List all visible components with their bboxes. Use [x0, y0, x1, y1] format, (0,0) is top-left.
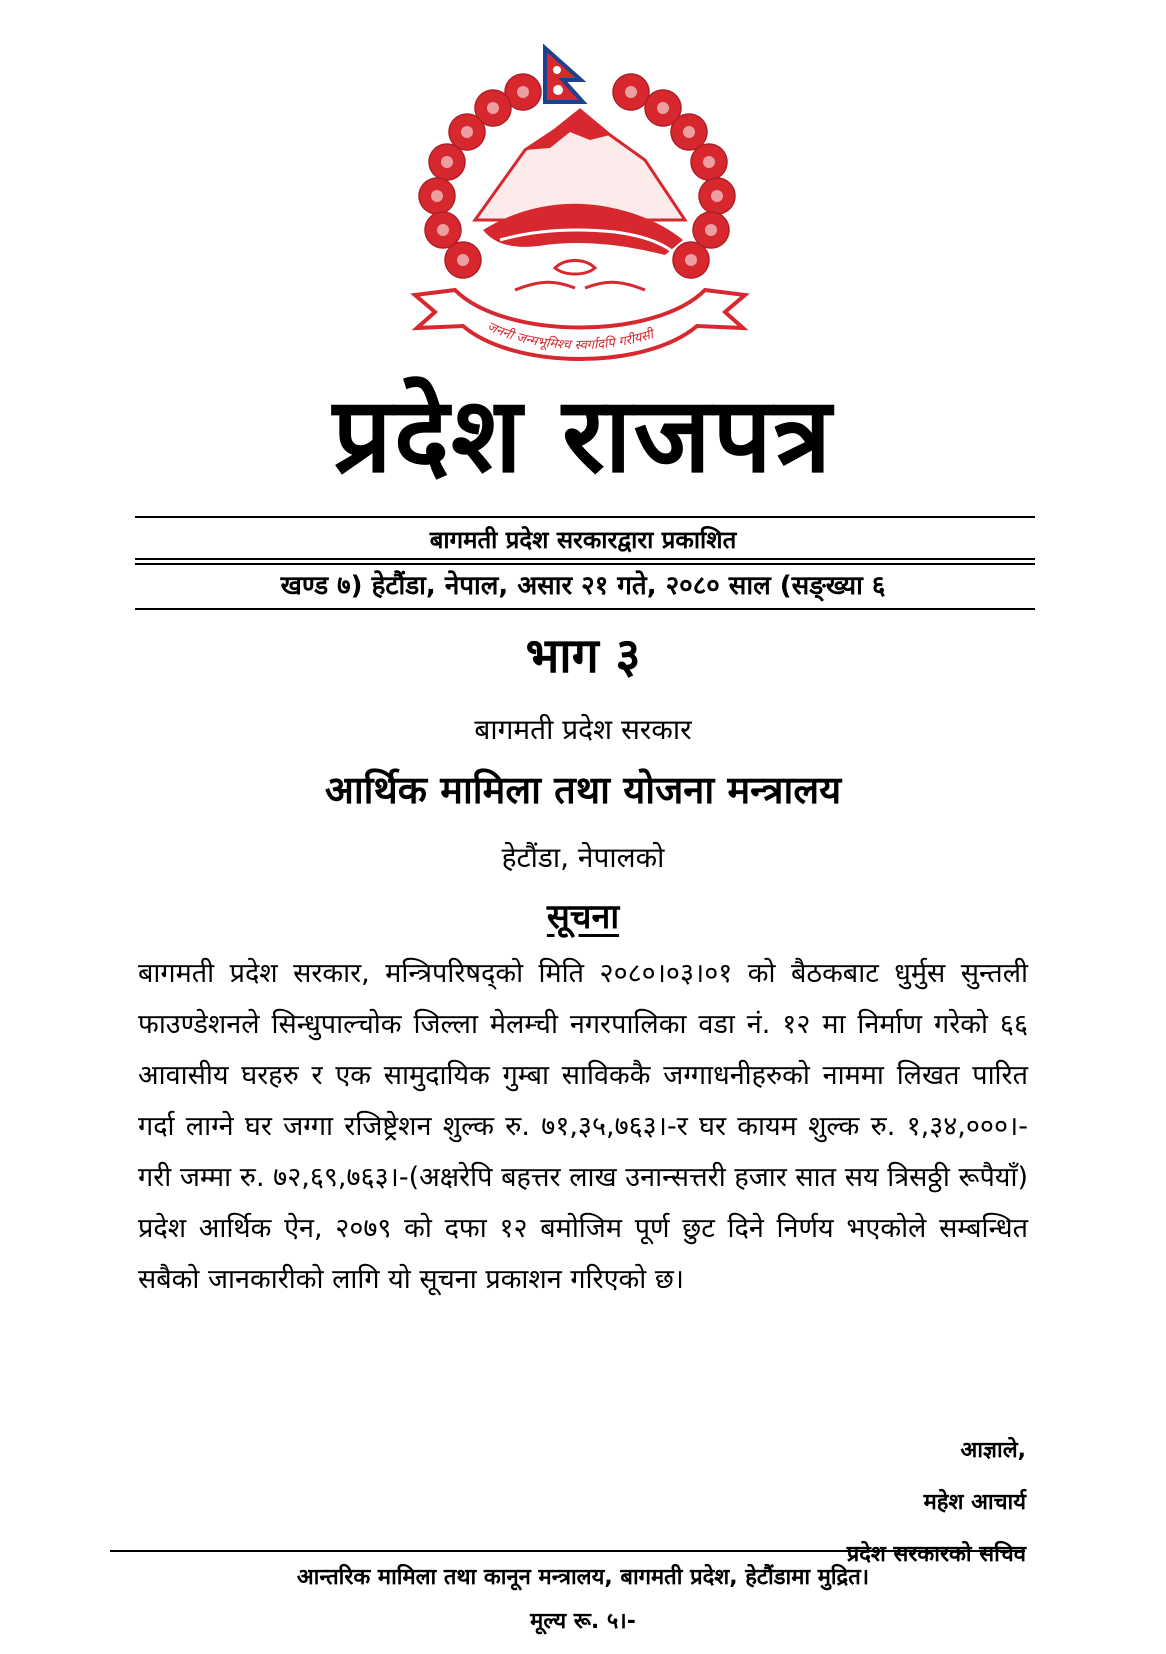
rule-top-4	[135, 608, 1035, 610]
emblem-motto: जननी जन्मभूमिश्च स्वर्गादपि गरीयसी	[484, 319, 656, 354]
place-line: हेटौंडा, नेपालको	[501, 841, 665, 874]
ministry-name: आर्थिक मामिला तथा योजना मन्त्रालय	[324, 768, 842, 812]
rule-top-1	[135, 516, 1035, 518]
issue-line: खण्ड ७) हेटौंडा, नेपाल, असार २१ गते, २०८० साल (सङ्ख्या ६	[280, 571, 886, 601]
printer-line: आन्तरिक मामिला तथा कानून मन्त्रालय, बागमती प्रदेश, हेटौंडामा मुद्रित।	[296, 1565, 870, 1590]
part-heading: भाग ३	[525, 628, 641, 684]
signature-block	[847, 1425, 1026, 1581]
notice-title	[0, 893, 1166, 941]
rule-top-3	[135, 563, 1035, 565]
signatory-designation: प्रदेश सरकारको सचिव	[846, 1542, 1026, 1567]
price-line: मूल्य रू. ५।-	[530, 1609, 636, 1634]
notice-body: बागमती प्रदेश सरकार, मन्त्रिपरिषद्को मिति २०८०।०३।०१ को बैठकबाट धुर्मुस सुन्तली फाउण्डेशनले सिन्धुपाल्चोक जिल्ला मेलम्ची नगरपालिका वडा नं. १२ मा निर्माण गरेको ६६ आवासीय घरहरु र एक सामुदायिक गुम्बा साविककै जग्गाधनीहरुको नाममा लिखत पारित गर्दा लाग्ने घर जग्गा रजिष्ट्रेशन शुल्क रु. ७१,३५,७६३।-र घर कायम शुल्क रु. १,३४,०००।- गरी जम्मा रु. ७२,६९,७६३।-(अक्षरेपि बहत्तर लाख उनान्सत्तरी हजार सात सय त्रिसठ्ठी रूपैयाँ) प्रदेश आर्थिक ऐन, २०७९ को दफा १२ बमोजिम पूर्ण छुट दिने निर्णय भएकोले सम्बन्धित सबैको जानकारीको लागि यो सूचना प्रकाशन गरिएको छ।	[138, 958, 1028, 1295]
coat-of-arms-emblem	[405, 40, 755, 370]
rule-top-2	[135, 558, 1035, 560]
order-line: आज्ञाले,	[960, 1438, 1026, 1463]
notice-title-text: सूचना	[546, 897, 620, 937]
footer-rule	[110, 1550, 1025, 1552]
signatory-name: महेश आचार्य	[923, 1490, 1026, 1515]
government-name: बागमती प्रदेश सरकार	[474, 713, 692, 746]
gazette-masthead: प्रदेश राजपत्र	[332, 374, 834, 496]
publisher-line: बागमती प्रदेश सरकारद्वारा प्रकाशित	[429, 526, 737, 554]
